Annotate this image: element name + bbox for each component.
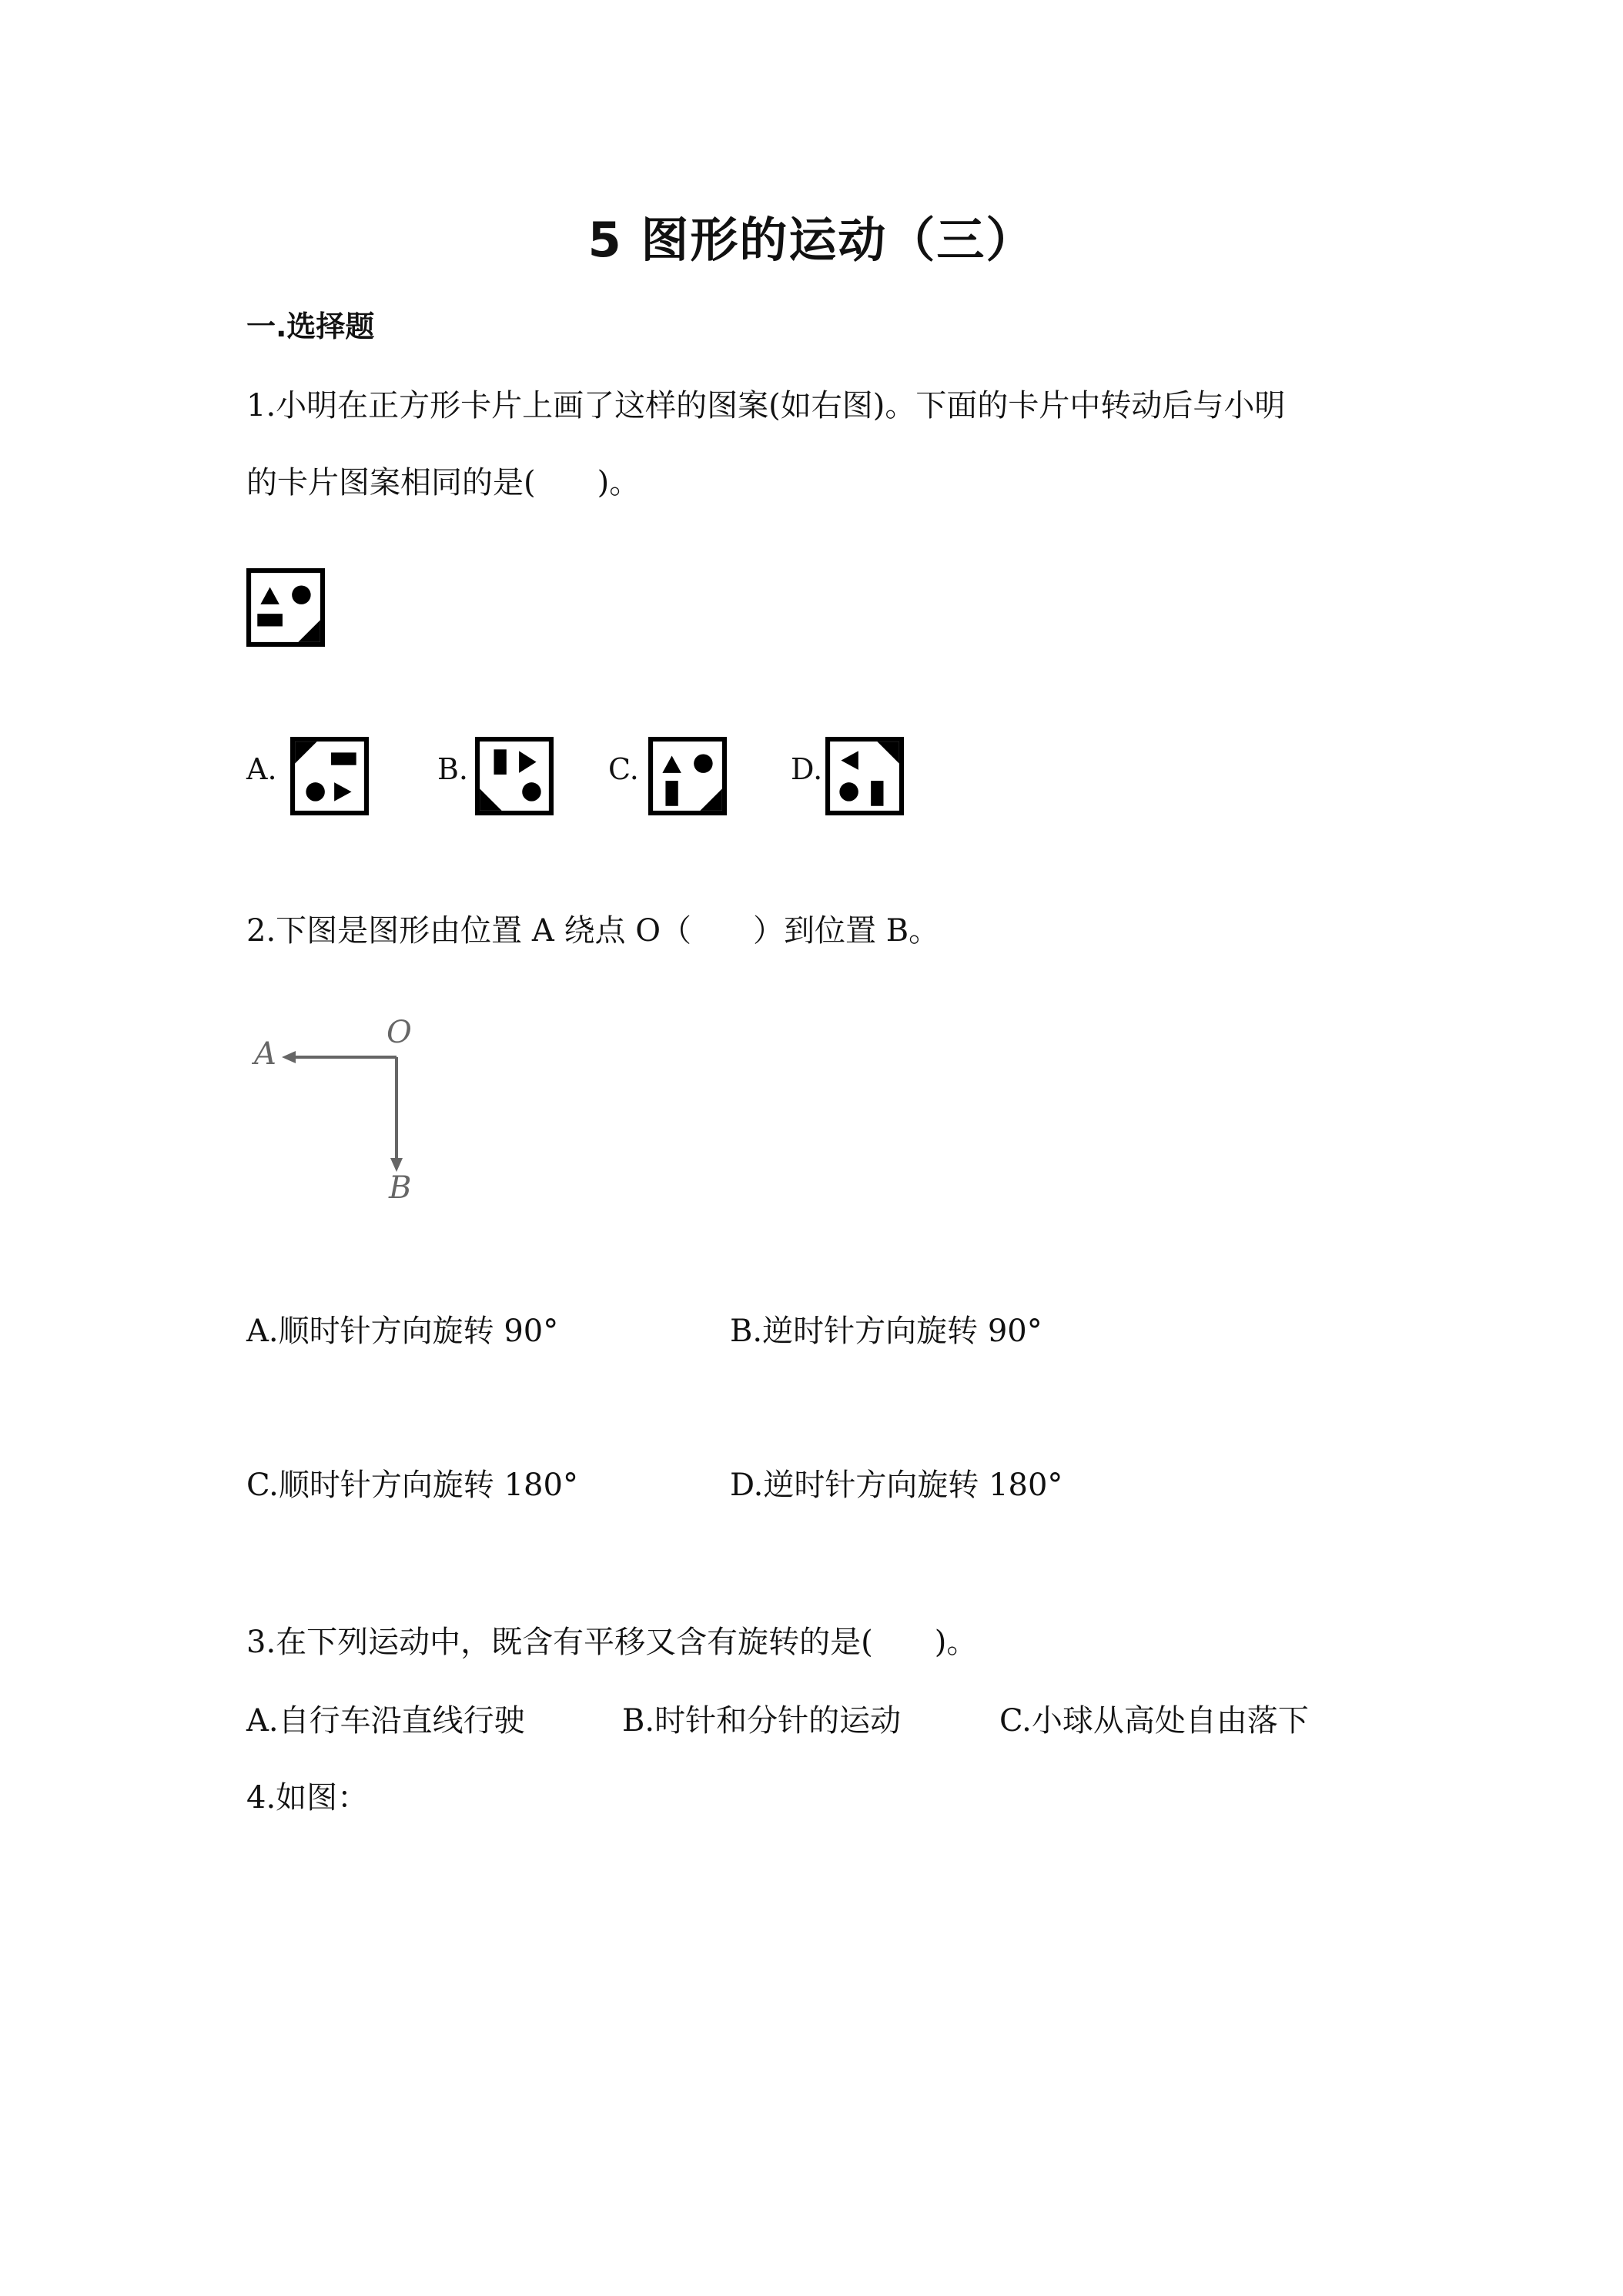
q3-text: 3.在下列运动中，既含有平移又含有旋转的是( )。 bbox=[246, 1625, 978, 1660]
q1-option-b-card[interactable] bbox=[475, 737, 554, 815]
q1-option-a-label[interactable]: A. bbox=[246, 752, 277, 786]
page-title: 5 图形的运动（三） bbox=[587, 212, 1036, 268]
q2-option-b[interactable]: B.逆时针方向旋转 90° bbox=[730, 1314, 1042, 1349]
q2-label-b: B bbox=[389, 1170, 412, 1206]
section-heading: 一.选择题 bbox=[246, 310, 375, 343]
q1-option-c-card[interactable] bbox=[648, 737, 727, 815]
q1-option-a-card[interactable] bbox=[290, 737, 369, 815]
q1-option-d-card[interactable] bbox=[825, 737, 904, 815]
q1-reference-card bbox=[246, 568, 325, 647]
q1-option-d-label[interactable]: D. bbox=[791, 752, 823, 786]
q2-label-a: A bbox=[254, 1036, 276, 1072]
q3-option-b[interactable]: B.时针和分针的运动 bbox=[622, 1703, 902, 1739]
q2-option-c[interactable]: C.顺时针方向旋转 180° bbox=[246, 1468, 578, 1503]
q2-option-d[interactable]: D.逆时针方向旋转 180° bbox=[730, 1468, 1063, 1503]
q1-text-line1: 1.小明在正方形卡片上画了这样的图案(如右图)。下面的卡片中转动后与小明 bbox=[246, 388, 1286, 423]
q3-option-c[interactable]: C.小球从高处自由落下 bbox=[999, 1703, 1309, 1739]
q4-text: 4.如图： bbox=[246, 1780, 369, 1816]
q1-option-b-label[interactable]: B. bbox=[437, 752, 469, 786]
q1-option-c-label[interactable]: C. bbox=[608, 752, 639, 786]
q1-text-line2: 的卡片图案相同的是( )。 bbox=[246, 465, 641, 500]
q2-option-a[interactable]: A.顺时针方向旋转 90° bbox=[246, 1314, 559, 1349]
q2-label-o: O bbox=[387, 1015, 412, 1050]
q3-option-a[interactable]: A.自行车沿直线行驶 bbox=[246, 1703, 525, 1739]
q2-text: 2.下图是图形由位置 A 绕点 O（ ）到位置 B。 bbox=[246, 913, 940, 949]
